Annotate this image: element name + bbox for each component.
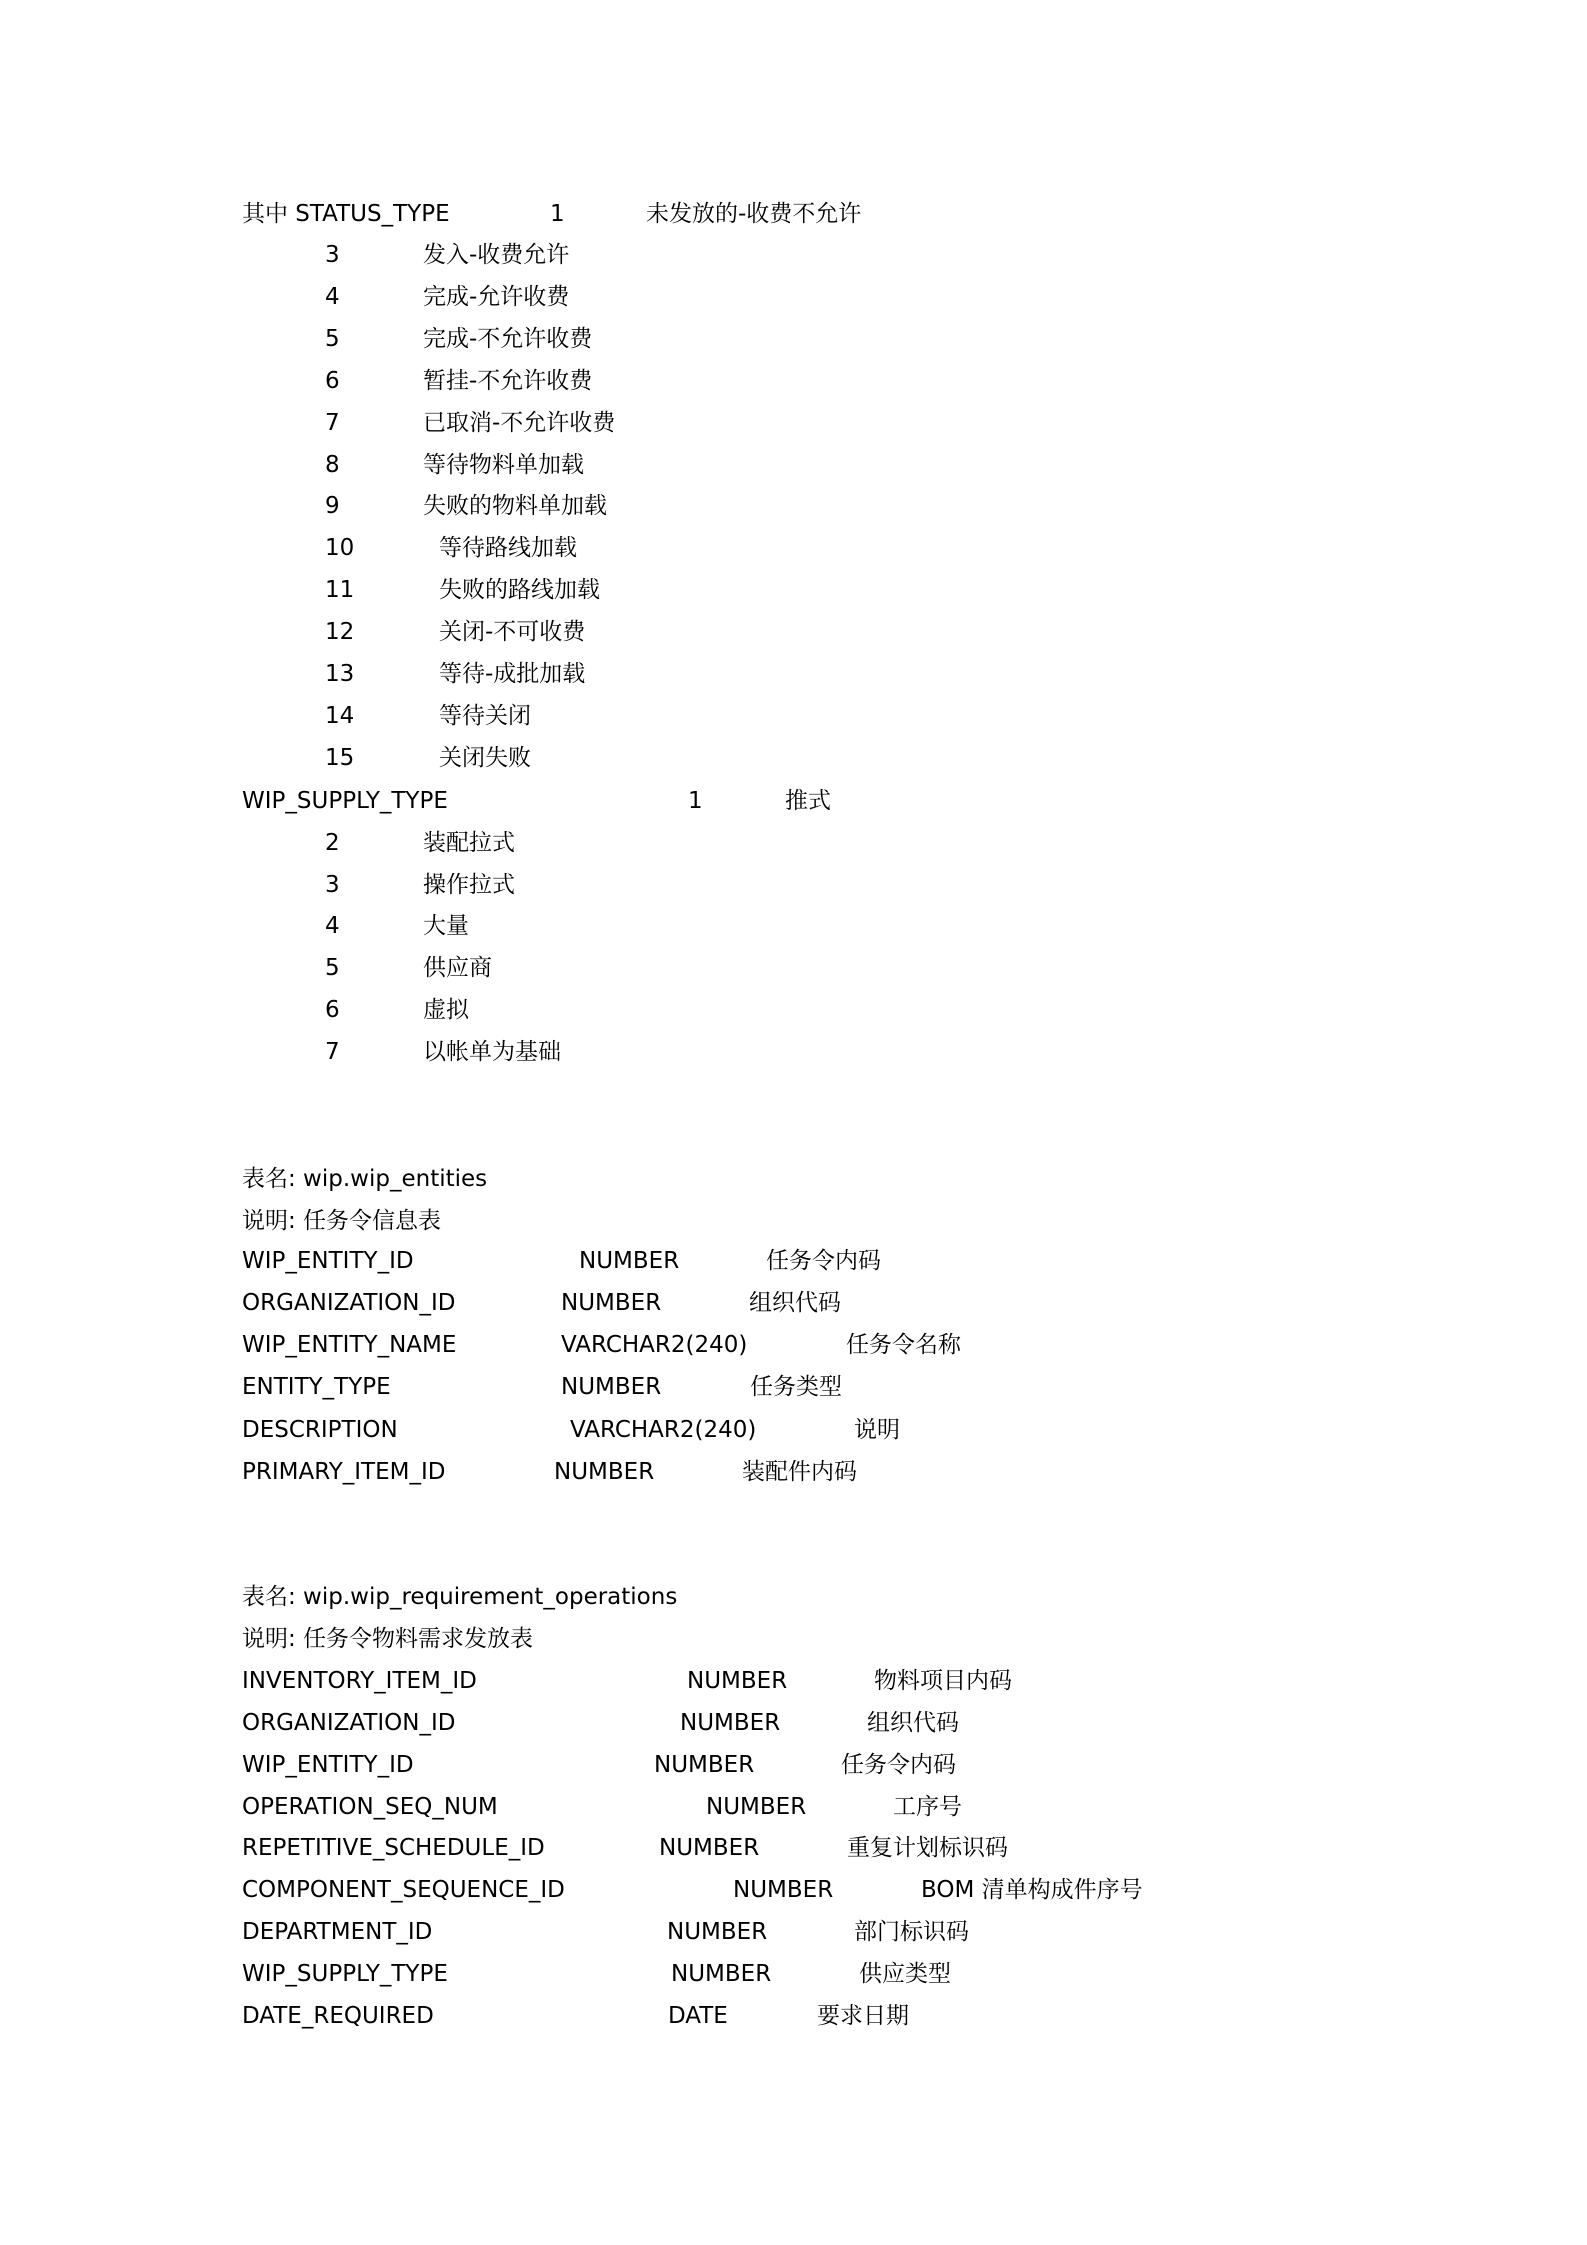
status-code: 15	[325, 745, 355, 771]
supply-code: 1	[688, 788, 703, 814]
column-type: DATE	[668, 2003, 728, 2029]
status-description: 关闭失败	[439, 745, 531, 771]
status-code: 9	[325, 493, 340, 519]
supply-description: 虚拟	[423, 997, 469, 1023]
supply-description: 操作拉式	[423, 872, 515, 898]
column-description: 物料项目内码	[874, 1668, 1012, 1694]
status-code: 8	[325, 452, 340, 478]
column-name: DEPARTMENT_ID	[242, 1919, 433, 1945]
supply-code: 7	[325, 1039, 340, 1065]
status-code: 4	[325, 284, 340, 310]
column-name: REPETITIVE_SCHEDULE_ID	[242, 1835, 545, 1861]
column-type: NUMBER	[706, 1794, 807, 1820]
supply-type-label: WIP_SUPPLY_TYPE	[242, 788, 448, 814]
column-description: 工序号	[893, 1794, 962, 1820]
table-name: 表名: wip.wip_requirement_operations	[242, 1584, 678, 1610]
column-name: WIP_ENTITY_NAME	[242, 1332, 457, 1358]
column-type: NUMBER	[561, 1374, 662, 1400]
status-code: 10	[325, 535, 355, 561]
column-description: 部门标识码	[854, 1919, 969, 1945]
column-name: COMPONENT_SEQUENCE_ID	[242, 1877, 565, 1903]
column-type: NUMBER	[667, 1919, 768, 1945]
column-type: NUMBER	[671, 1961, 772, 1987]
column-type: VARCHAR2(240)	[561, 1332, 748, 1358]
column-type: NUMBER	[554, 1459, 655, 1485]
status-code: 7	[325, 410, 340, 436]
column-description: 任务令内码	[766, 1248, 881, 1274]
column-description: 要求日期	[817, 2003, 909, 2029]
column-name: WIP_SUPPLY_TYPE	[242, 1961, 448, 1987]
status-code: 11	[325, 577, 355, 603]
column-type: NUMBER	[659, 1835, 760, 1861]
column-description: 装配件内码	[742, 1459, 857, 1485]
column-name: PRIMARY_ITEM_ID	[242, 1459, 446, 1485]
status-code: 6	[325, 368, 340, 394]
supply-description: 装配拉式	[423, 830, 515, 856]
column-type: NUMBER	[561, 1290, 662, 1316]
status-description: 等待-成批加载	[439, 661, 586, 687]
status-description: 已取消-不允许收费	[423, 410, 616, 436]
supply-code: 2	[325, 830, 340, 856]
column-description: 供应类型	[859, 1961, 951, 1987]
supply-description: 大量	[423, 913, 469, 939]
column-description: 任务类型	[750, 1374, 842, 1400]
supply-code: 3	[325, 872, 340, 898]
status-code: 5	[325, 326, 340, 352]
column-description: 组织代码	[749, 1290, 841, 1316]
column-description: 组织代码	[867, 1710, 959, 1736]
column-name: DATE_REQUIRED	[242, 2003, 434, 2029]
column-description: BOM 清单构成件序号	[921, 1877, 1143, 1903]
column-name: ORGANIZATION_ID	[242, 1710, 456, 1736]
column-description: 说明	[854, 1417, 900, 1443]
status-description: 发入-收费允许	[423, 242, 570, 268]
supply-description: 以帐单为基础	[423, 1039, 561, 1065]
table-description: 说明: 任务令物料需求发放表	[242, 1626, 534, 1652]
status-description: 等待路线加载	[439, 535, 577, 561]
supply-description: 供应商	[423, 955, 492, 981]
status-description: 失败的路线加载	[439, 577, 600, 603]
status-description: 完成-允许收费	[423, 284, 570, 310]
column-type: NUMBER	[680, 1710, 781, 1736]
column-name: ORGANIZATION_ID	[242, 1290, 456, 1316]
status-code: 13	[325, 661, 355, 687]
column-name: DESCRIPTION	[242, 1417, 398, 1443]
column-type: NUMBER	[654, 1752, 755, 1778]
status-description: 失败的物料单加载	[423, 493, 607, 519]
column-name: WIP_ENTITY_ID	[242, 1752, 414, 1778]
column-name: INVENTORY_ITEM_ID	[242, 1668, 477, 1694]
supply-code: 4	[325, 913, 340, 939]
status-type-label: 其中 STATUS_TYPE	[242, 201, 450, 227]
status-code: 14	[325, 703, 355, 729]
status-description: 完成-不允许收费	[423, 326, 593, 352]
column-description: 任务令名称	[846, 1332, 961, 1358]
status-code: 3	[325, 242, 340, 268]
status-description: 等待物料单加载	[423, 452, 584, 478]
status-description: 未发放的-收费不允许	[646, 201, 862, 227]
supply-code: 5	[325, 955, 340, 981]
column-name: WIP_ENTITY_ID	[242, 1248, 414, 1274]
table-name: 表名: wip.wip_entities	[242, 1166, 488, 1192]
status-description: 等待关闭	[439, 703, 531, 729]
column-name: ENTITY_TYPE	[242, 1374, 391, 1400]
column-type: NUMBER	[687, 1668, 788, 1694]
table-description: 说明: 任务令信息表	[242, 1208, 442, 1234]
supply-code: 6	[325, 997, 340, 1023]
status-code: 12	[325, 619, 355, 645]
status-description: 暂挂-不允许收费	[423, 368, 593, 394]
status-description: 关闭-不可收费	[439, 619, 586, 645]
column-type: NUMBER	[579, 1248, 680, 1274]
column-description: 任务令内码	[841, 1752, 956, 1778]
column-description: 重复计划标识码	[847, 1835, 1008, 1861]
status-code: 1	[550, 201, 565, 227]
column-name: OPERATION_SEQ_NUM	[242, 1794, 498, 1820]
column-type: VARCHAR2(240)	[570, 1417, 757, 1443]
supply-description: 推式	[785, 788, 831, 814]
column-type: NUMBER	[733, 1877, 834, 1903]
